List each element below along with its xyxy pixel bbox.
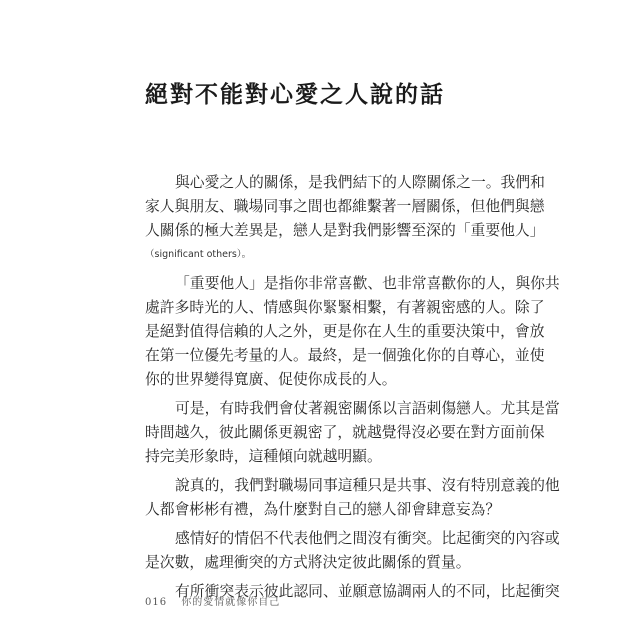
text-line: 人關係的極大差異是，戀人是對我們影響至深的「重要他人」 bbox=[145, 222, 545, 239]
chapter-title: 絕對不能對心愛之人說的話 bbox=[145, 82, 445, 108]
text-line: （significant others）。 bbox=[145, 249, 252, 260]
paragraph-2 bbox=[145, 272, 560, 392]
text-line: 是次數，處理衝突的方式將決定彼此關係的質量。 bbox=[145, 554, 471, 571]
text-line: 在第一位優先考量的人。最終，是一個強化你的自尊心，並使 bbox=[145, 347, 545, 364]
text-line: 有所衝突表示彼此認同、並願意協調兩人的不同，比起衝突 bbox=[175, 583, 560, 600]
text-line: 可是，有時我們會仗著親密關係以言語刺傷戀人。尤其是當 bbox=[175, 400, 560, 417]
text-line: 與心愛之人的關係，是我們結下的人際關係之一。我們和 bbox=[175, 174, 545, 191]
body-text bbox=[145, 171, 560, 609]
text-line: 時間越久，彼此關係更親密了，就越覺得沒必要在對方面前保 bbox=[145, 424, 545, 441]
text-line: 是絕對值得信賴的人之外，更是你在人生的重要決策中，會放 bbox=[145, 323, 545, 340]
text-line: 家人與朋友、職場同事之間也都維繫著一層關係，但他們與戀 bbox=[145, 198, 545, 215]
text-line: 你的世界變得寬廣、促使你成長的人。 bbox=[145, 371, 397, 388]
paragraph-3 bbox=[145, 397, 560, 469]
text-line: 持完美形象時，這種傾向就越明顯。 bbox=[145, 448, 382, 465]
running-title: 你的愛情就像你自己 bbox=[181, 597, 281, 608]
text-line: 人都會彬彬有禮，為什麼對自己的戀人卻會肆意妄為？ bbox=[145, 501, 501, 518]
page-footer bbox=[145, 593, 280, 608]
text-line: 處許多時光的人、情感與你緊緊相繫，有著親密感的人。除了 bbox=[145, 299, 545, 316]
paragraph-1 bbox=[145, 171, 545, 267]
paragraph-4 bbox=[145, 474, 560, 522]
page-number: 016 bbox=[145, 597, 168, 608]
paragraph-5 bbox=[145, 527, 560, 575]
text-line: 說真的，我們對職場同事這種只是共事、沒有特別意義的他 bbox=[175, 477, 560, 494]
text-line: 「重要他人」是指你非常喜歡、也非常喜歡你的人，與你共 bbox=[175, 275, 560, 292]
text-line: 感情好的情侶不代表他們之間沒有衝突。比起衝突的內容或 bbox=[175, 530, 560, 547]
